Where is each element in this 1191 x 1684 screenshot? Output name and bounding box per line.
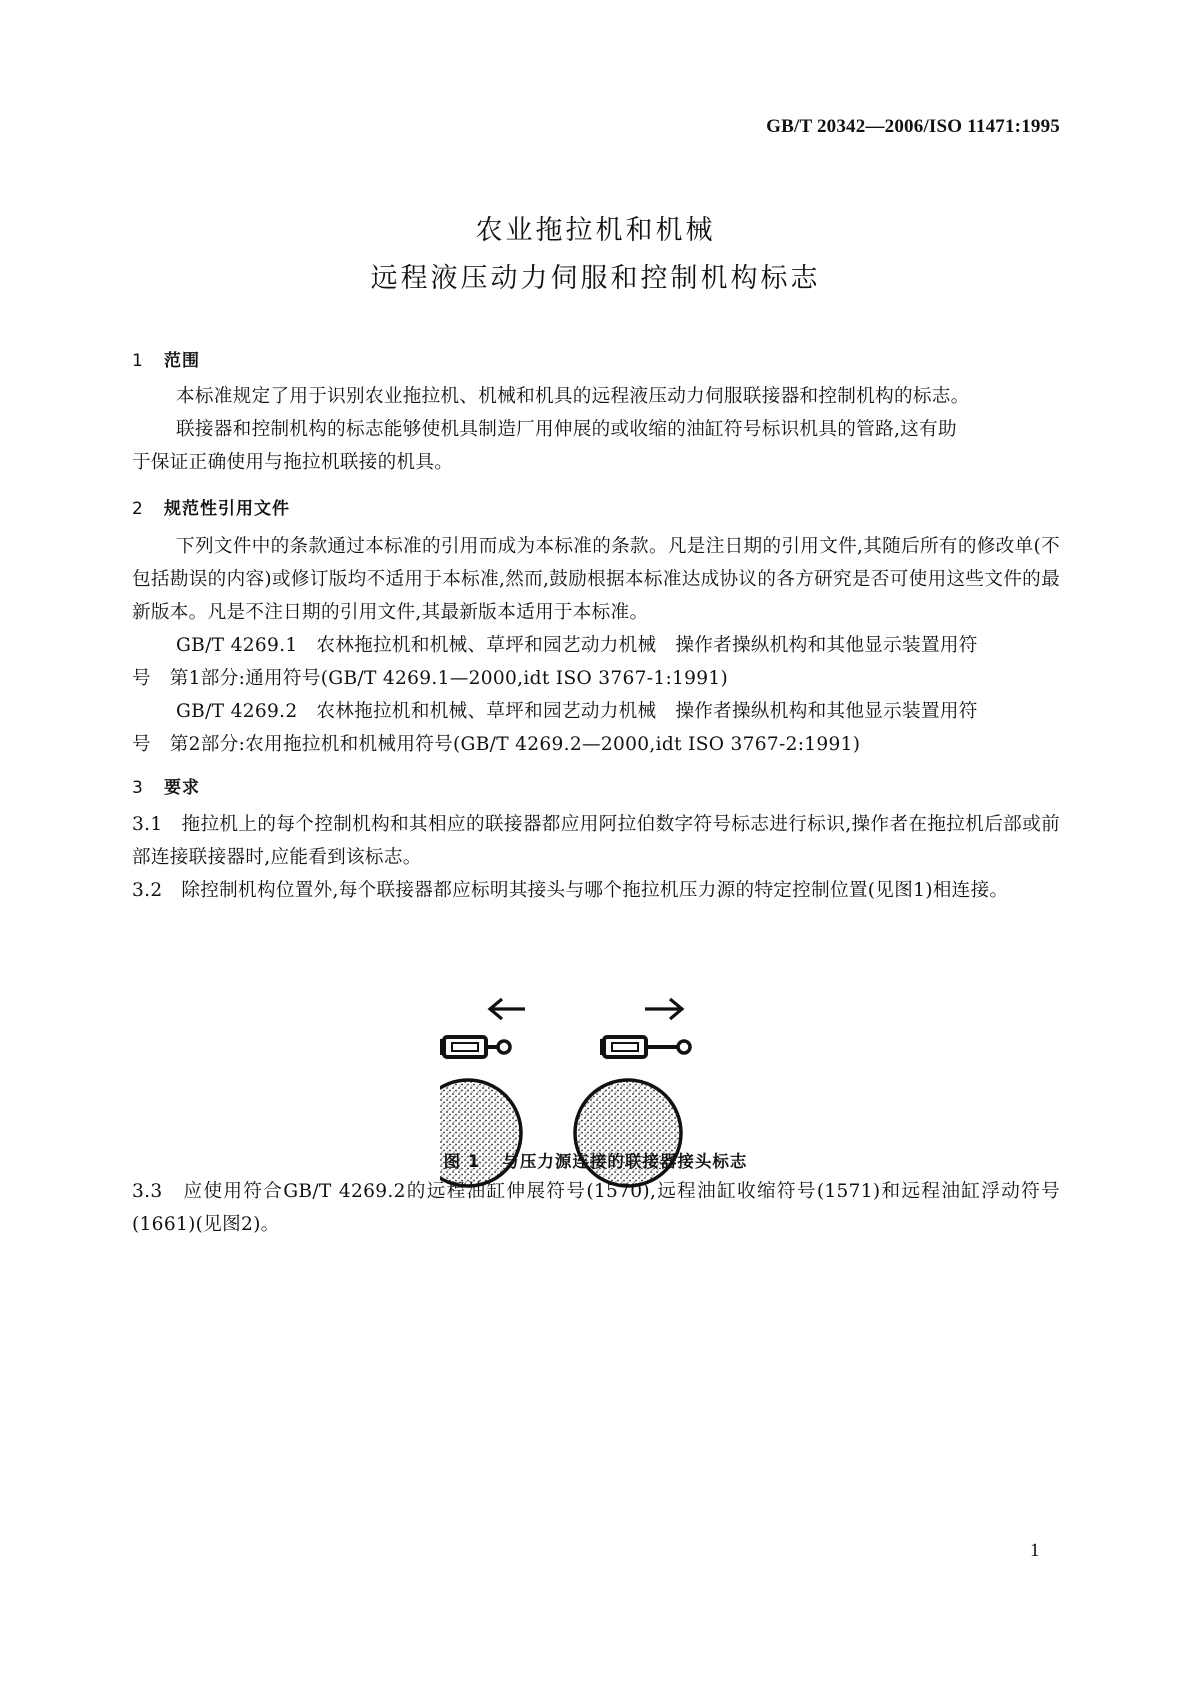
section-number: 1	[132, 351, 144, 371]
section-number: 2	[132, 499, 144, 519]
section-2-para-1	[132, 530, 1060, 629]
retracted-cylinder-icon	[440, 1037, 510, 1057]
section-1-heading	[132, 346, 200, 371]
section-title: 范围	[164, 351, 200, 371]
title-line-2: 远程液压动力伺服和控制机构标志	[370, 263, 821, 294]
standard-code: GB/T 20342—2006/ISO 11471:1995	[766, 116, 1060, 137]
reference-2-line-2: 号 第2部分:农用拖拉机和机械用符号(GB/T 4269.2—2000,idt ISO 3767-2:1991)	[132, 734, 861, 755]
section-number: 3	[132, 778, 144, 798]
section-title: 规范性引用文件	[164, 499, 290, 519]
section-3-heading	[132, 773, 200, 798]
figure-caption-text: 与压力源连接的联接器接头标志	[502, 1152, 748, 1171]
paragraph-text: 下列文件中的条款通过本标准的引用而成为本标准的条款。凡是注日期的引用文件,其随后所有的修改单(不包括勘误的内容)或修订版均不适用于本标准,然而,鼓励根据本标准达成协议的各方研究是否可使用这些文件的最新版本。凡是不注日期的引用文件,其最新版本适用于本标准。	[132, 536, 1060, 623]
retract-arrow-icon	[490, 999, 525, 1019]
clause-3-3: 3.3 应使用符合GB/T 4269.2的远程油缸伸展符号(1570),远程油缸收缩符号(1571)和远程油缸浮动符号(1661)(见图2)。	[132, 1181, 1060, 1235]
clause-3-1: 3.1 拖拉机上的每个控制机构和其相应的联接器都应用阿拉伯数字符号标志进行标识,操作者在拖拉机后部或前部连接联接器时,应能看到该标志。	[132, 814, 1060, 868]
section-1-para-2-line-1	[132, 413, 1060, 446]
reference-text: GB/T 4269.2 农林拖拉机和机械、草坪和园艺动力机械 操作者操纵机构和其他显示装置用符	[176, 701, 978, 722]
extend-arrow-icon	[645, 999, 682, 1019]
reference-text: GB/T 4269.1 农林拖拉机和机械、草坪和园艺动力机械 操作者操纵机构和其他显示装置用符	[176, 635, 978, 656]
section-2-heading	[132, 494, 290, 519]
figure-number: 图 1	[443, 1152, 481, 1171]
extended-cylinder-icon	[600, 1037, 690, 1057]
reference-1-line-2: 号 第1部分:通用符号(GB/T 4269.1—2000,idt ISO 3767-1:1991)	[132, 668, 729, 689]
paragraph-text: 本标准规定了用于识别农业拖拉机、机械和机具的远程液压动力伺服联接器和控制机构的标志。	[176, 386, 970, 407]
section-1-para-2-line-2: 于保证正确使用与拖拉机联接的机具。	[132, 452, 454, 473]
paragraph-text: 联接器和控制机构的标志能够使机具制造厂用伸展的或收缩的油缸符号标识机具的管路,这有助	[176, 419, 957, 440]
clause-3-2: 3.2 除控制机构位置外,每个联接器都应标明其接头与哪个拖拉机压力源的特定控制位置(见图1)相连接。	[132, 880, 1009, 901]
section-title: 要求	[164, 778, 200, 798]
title-line-1: 农业拖拉机和机械	[475, 215, 716, 246]
reference-2-line-1	[132, 695, 1060, 728]
section-1-para-1	[132, 380, 1060, 413]
figure-1-caption	[0, 1148, 1191, 1172]
reference-1-line-1	[132, 629, 1060, 662]
page-number: 1	[1030, 1540, 1040, 1561]
